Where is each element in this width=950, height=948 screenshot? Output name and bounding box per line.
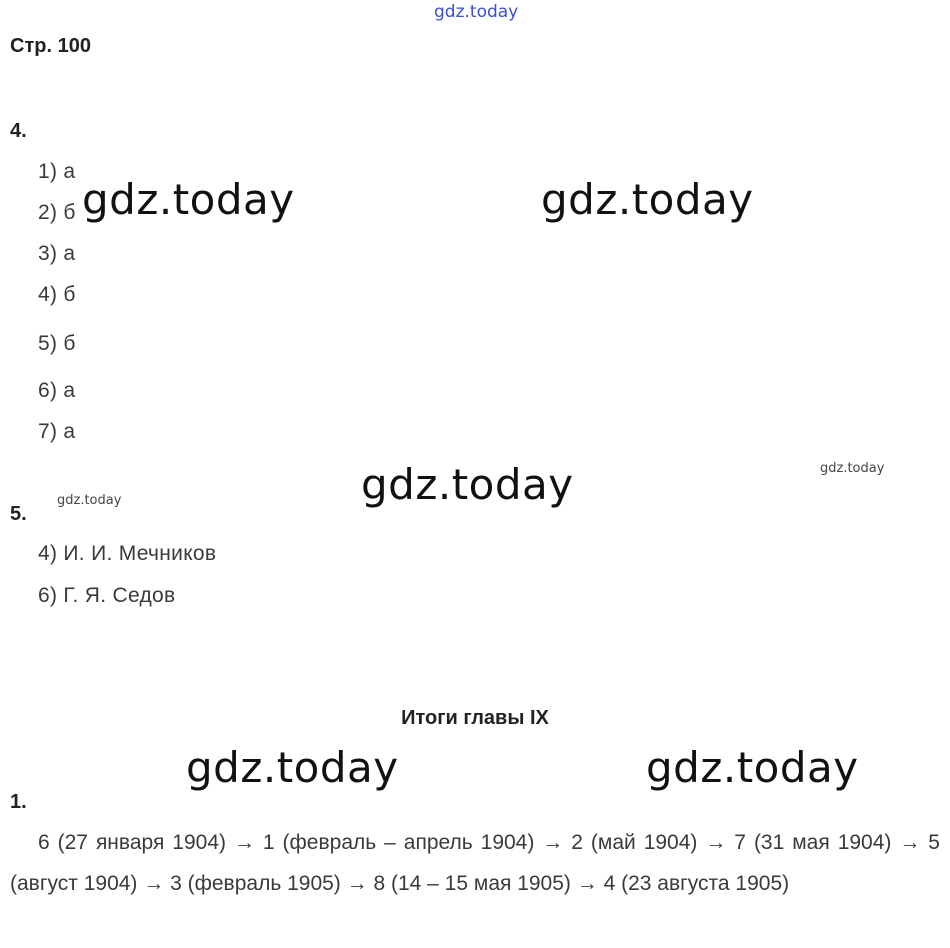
task-5-answer-1: 4) И. И. Мечников bbox=[38, 542, 217, 565]
task-4-answer-7: 7) а bbox=[38, 420, 76, 443]
task-4-answer-4: 4) б bbox=[38, 283, 76, 306]
task-4-answer-6: 6) а bbox=[38, 379, 76, 402]
watermark-small: gdz.today bbox=[820, 461, 885, 476]
task-4-answer-3: 3) а bbox=[38, 242, 76, 265]
task-4-answer-5: 5) б bbox=[38, 332, 76, 355]
watermark: gdz.today bbox=[82, 175, 295, 224]
task-1-sequence: 6 (27 января 1904) → 1 (февраль – апрель 1904) → 2 (май 1904) → 7 (31 мая 1904) → 5 (август 1904) → 3 (февраль 1905) → 8 (14 – 15 мая 1905) → 4 (23 августа 1905) bbox=[10, 831, 940, 895]
task-5-number: 5. bbox=[10, 503, 27, 525]
task-4-number: 4. bbox=[10, 120, 27, 142]
watermark: gdz.today bbox=[186, 743, 399, 792]
watermark: gdz.today bbox=[361, 460, 574, 509]
watermark: gdz.today bbox=[646, 743, 859, 792]
task-1-number: 1. bbox=[10, 791, 27, 813]
section-title: Итоги главы IX bbox=[401, 707, 549, 729]
watermark-small: gdz.today bbox=[57, 493, 122, 508]
task-4-answer-1: 1) а bbox=[38, 160, 76, 183]
task-4-answer-2: 2) б bbox=[38, 201, 76, 224]
header-watermark: gdz.today bbox=[434, 2, 519, 22]
watermark: gdz.today bbox=[541, 175, 754, 224]
page-label: Стр. 100 bbox=[10, 35, 91, 57]
task-5-answer-2: 6) Г. Я. Седов bbox=[38, 584, 176, 607]
